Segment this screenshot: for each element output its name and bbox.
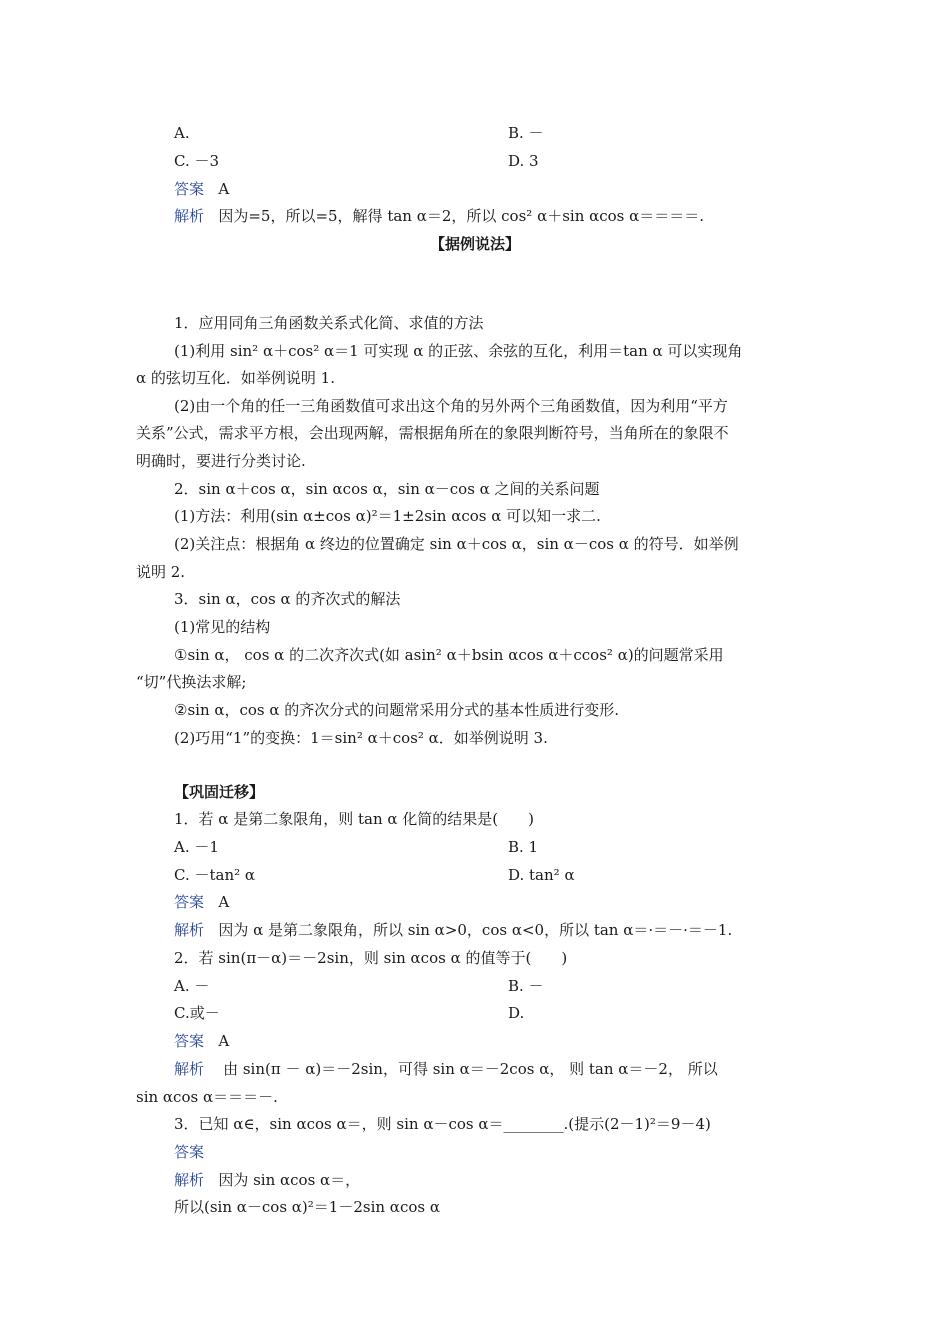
q1-option-a: A. －1 [174, 838, 219, 856]
answer-value: A [218, 180, 230, 198]
option-d: D. 3 [508, 152, 539, 170]
section-heading: 【据例说法】 [429, 235, 520, 253]
q1-answer-line [174, 892, 229, 912]
q2-answer-value: A [218, 1032, 230, 1050]
q3-analysis-text: 因为 sin αcos α＝， [218, 1171, 361, 1189]
q2-option-d: D. [508, 1004, 525, 1022]
q2-option-c: C.或－ [174, 1004, 220, 1022]
method-p3-1b: ②sin α，cos α 的齐次分式的问题常采用分式的基本性质进行变形. [174, 701, 620, 719]
method-p3-1aa: ①sin α， cos α 的二次齐次式(如 asin² α＋bsin αcos α＋ccos² α)的问题常采用 [174, 646, 724, 664]
q1-analysis-text: 因为 α 是第二象限角，所以 sin α>0，cos α<0，所以 tan α＝·＝－·＝－1. [218, 921, 733, 939]
method-p2: 2．sin α＋cos α，sin αcos α，sin α－cos α 之间的关系问题 [174, 480, 600, 498]
method-p1: 1．应用同角三角函数关系式化简、求值的方法 [174, 314, 484, 332]
q2-analysis-text-b: sin αcos α＝＝＝－. [136, 1088, 278, 1106]
q2-option-b: B. － [508, 977, 544, 995]
answer-line [174, 179, 229, 199]
method-p1-2a: (2)由一个角的任一三角函数值可求出这个角的另外两个三角函数值，因为利用“平方 [174, 397, 728, 415]
q2-answer-line [174, 1031, 229, 1051]
option-a: A. [174, 124, 190, 142]
q1-stem: 1．若 α 是第二象限角，则 tan α 化简的结果是( ) [174, 810, 534, 828]
method-p3-1ab: “切”代换法求解; [136, 673, 247, 691]
q1-option-d: D. tan² α [508, 866, 575, 884]
option-b: B. － [508, 124, 544, 142]
method-p1-1a: (1)利用 sin² α＋cos² α＝1 可实现 α 的正弦、余弦的互化，利用＝tan α 可以实现角 [174, 342, 743, 360]
q1-analysis-label: 解析 [174, 921, 205, 939]
q3-continuation: 所以(sin α－cos α)²＝1－2sin αcos α [174, 1198, 440, 1216]
q3-stem: 3．已知 α∈，sin αcos α＝，则 sin α－cos α＝________.(提示(2－1)²＝9－4) [174, 1115, 711, 1133]
q2-analysis-text-a: 由 sin(π － α)＝－2sin，可得 sin α＝－2cos α， 则 tan α＝－2， 所以 [223, 1060, 718, 1078]
method-p2-1: (1)方法：利用(sin α±cos α)²＝1±2sin αcos α 可以知一求二. [174, 507, 601, 525]
q3-analysis-label: 解析 [174, 1171, 205, 1189]
method-p1-2b: 关系”公式，需求平方根，会出现两解，需根据角所在的象限判断符号，当角所在的象限不 [136, 424, 729, 442]
answer-label: 答案 [174, 180, 205, 198]
q3-answer-label: 答案 [174, 1143, 205, 1161]
q2-answer-label: 答案 [174, 1032, 205, 1050]
method-p1-2c: 明确时，要进行分类讨论. [136, 452, 306, 470]
q3-analysis-line [174, 1170, 360, 1190]
option-c: C. －3 [174, 152, 220, 170]
q1-answer-value: A [218, 893, 230, 911]
analysis-label: 解析 [174, 207, 205, 225]
method-p1-1b: α 的弦切互化．如举例说明 1. [136, 369, 335, 387]
method-p3-1: (1)常见的结构 [174, 618, 271, 636]
q2-analysis-label: 解析 [174, 1060, 205, 1078]
q2-analysis-line [174, 1059, 718, 1079]
q1-analysis-line [174, 920, 732, 940]
analysis-text: 因为=5，所以=5，解得 tan α＝2，所以 cos² α＋sin αcos α＝＝＝＝. [218, 207, 705, 225]
method-p3-2: (2)巧用“1”的变换：1＝sin² α＋cos² α．如举例说明 3. [174, 729, 548, 747]
q2-option-a: A. － [174, 977, 210, 995]
method-p2-2a: (2)关注点：根据角 α 终边的位置确定 sin α＋cos α，sin α－cos α 的符号．如举例 [174, 535, 739, 553]
method-p3: 3．sin α，cos α 的齐次式的解法 [174, 590, 401, 608]
q1-option-c: C. －tan² α [174, 866, 256, 884]
method-p2-2b: 说明 2. [136, 563, 186, 581]
q2-stem: 2．若 sin(π－α)＝－2sin，则 sin αcos α 的值等于( ) [174, 949, 568, 967]
practice-heading: 【巩固迁移】 [174, 783, 265, 801]
analysis-line [174, 206, 704, 226]
q1-answer-label: 答案 [174, 893, 205, 911]
q1-option-b: B. 1 [508, 838, 539, 856]
